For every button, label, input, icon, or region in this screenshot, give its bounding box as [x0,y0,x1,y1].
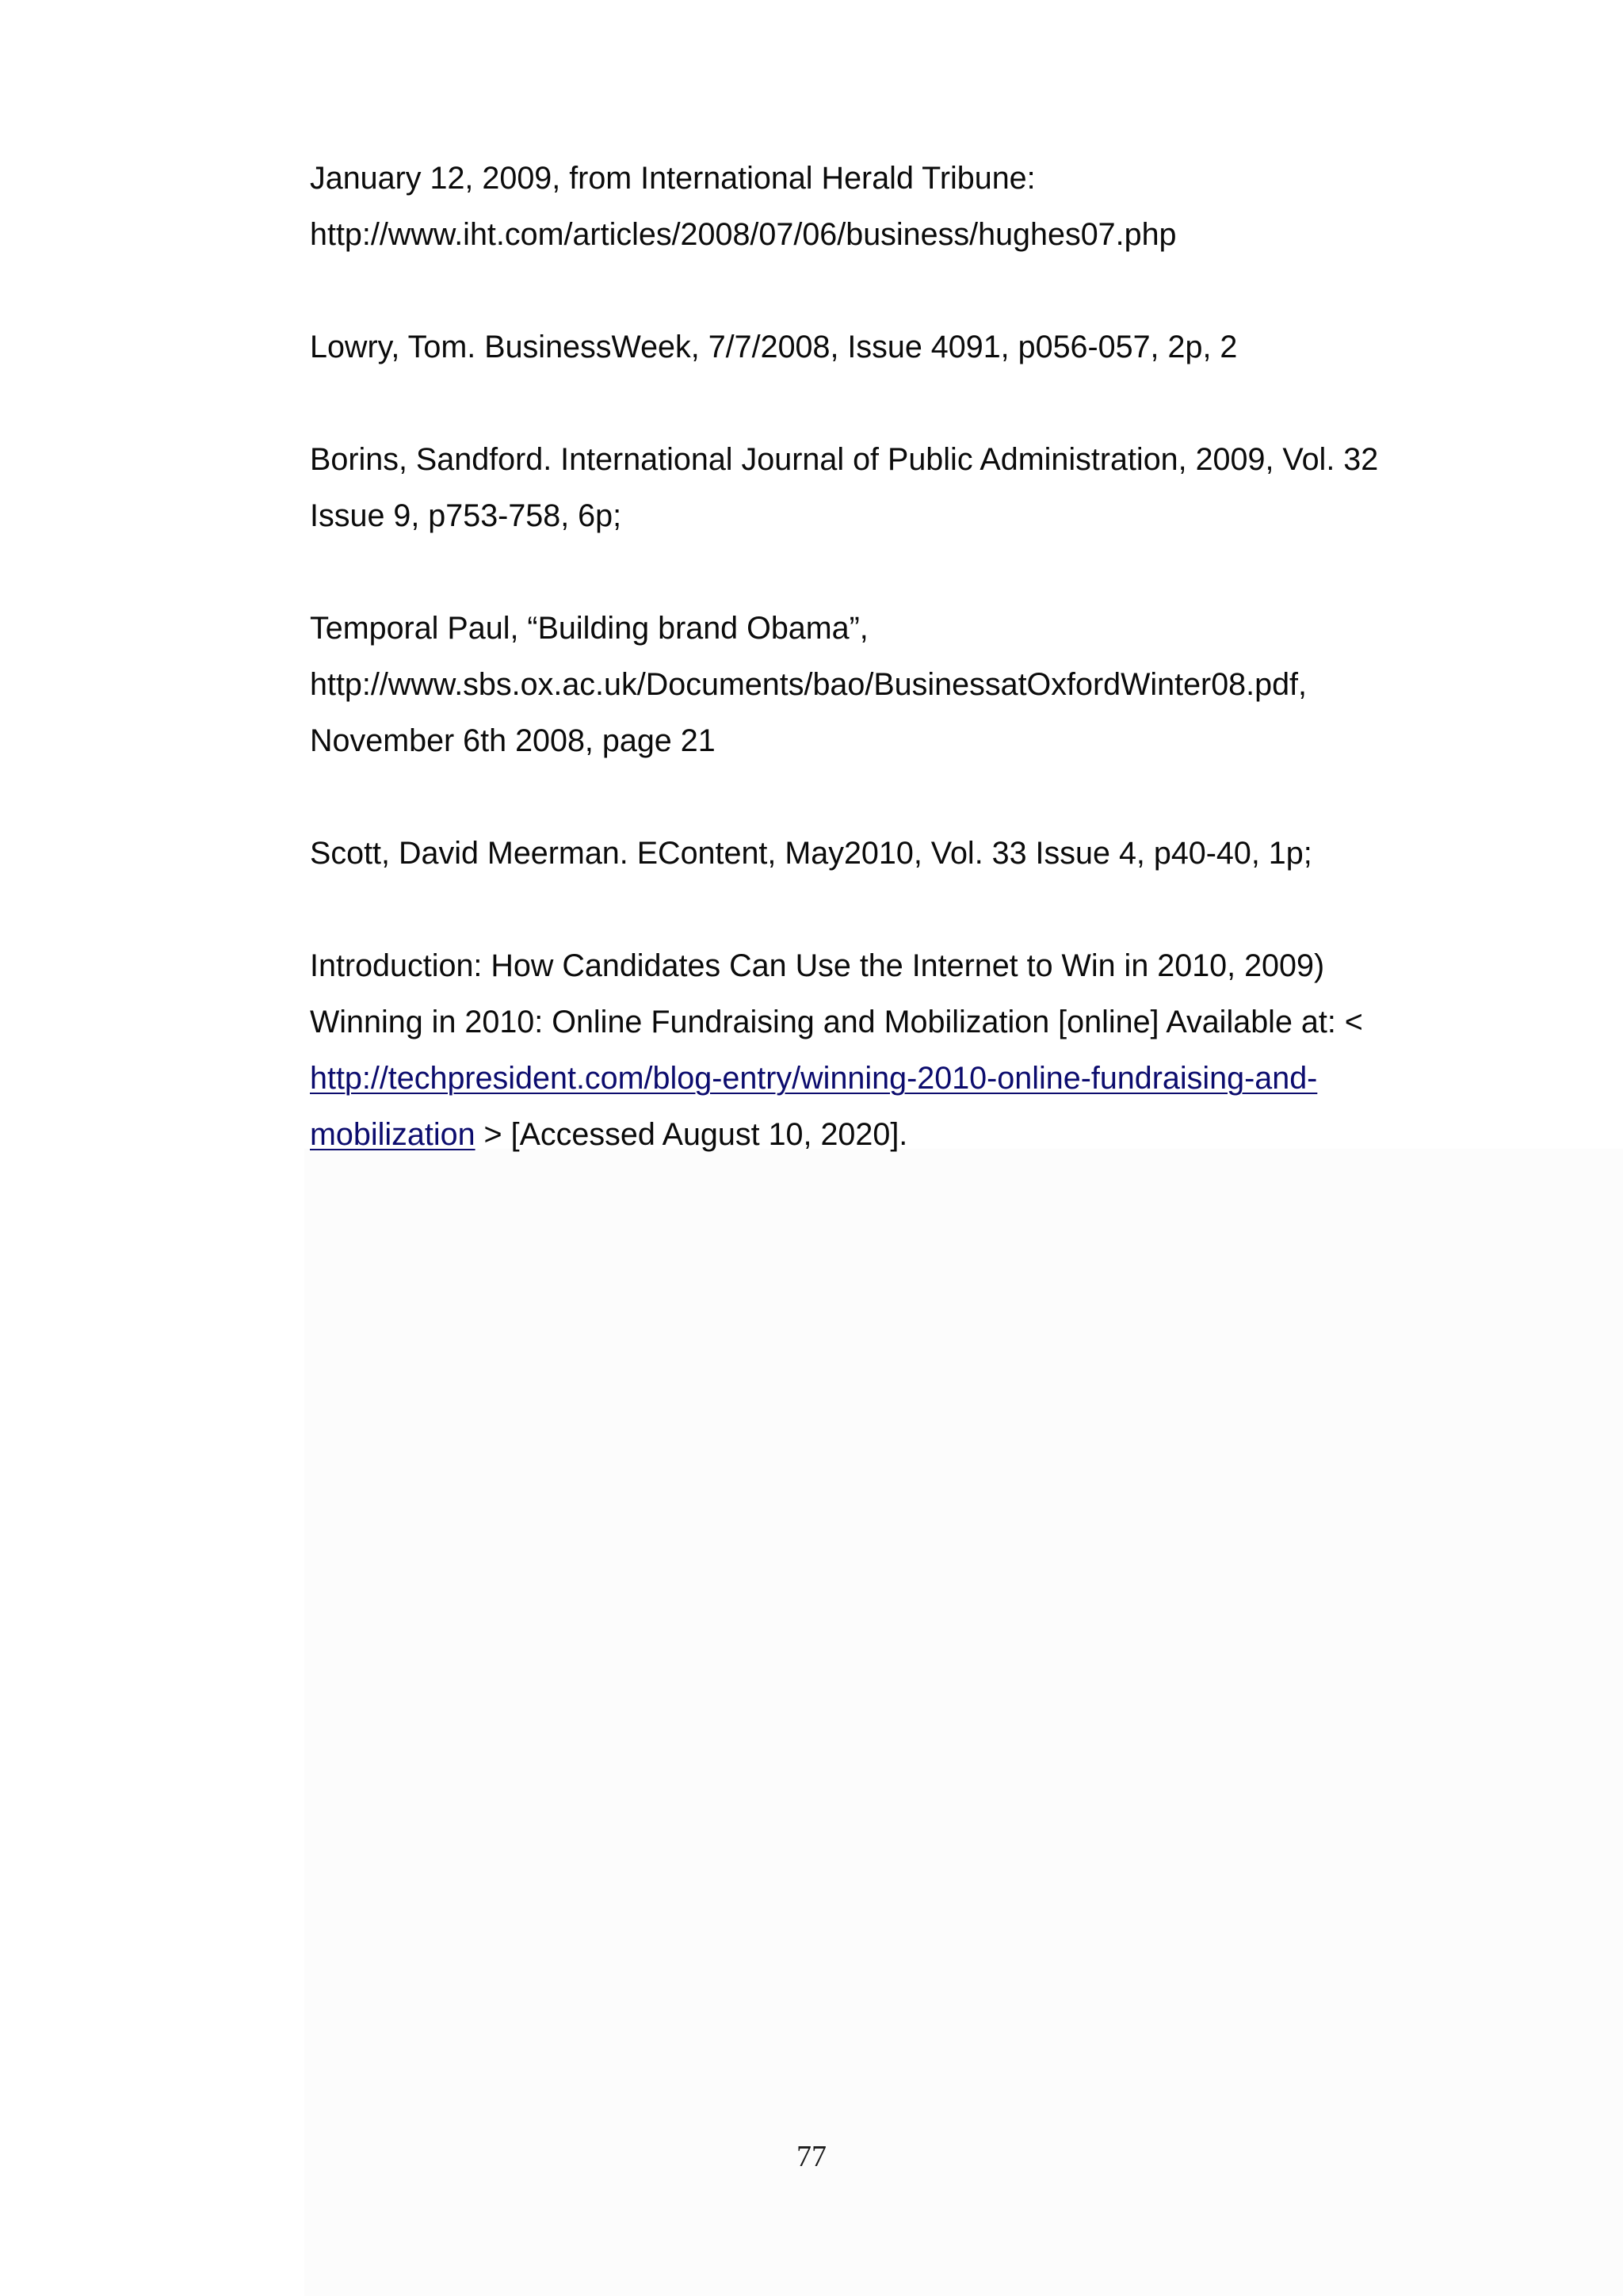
reference-line: http://www.sbs.ox.ac.uk/Documents/bao/BusinessatOxfordWinter08.pdf, [310,667,1308,702]
reference-entry [310,432,1451,544]
reference-entry [310,601,1451,769]
reference-entry [310,938,1451,1163]
techpresident-link[interactable]: http://techpresident.com/blog-entry/winning-2010-online-fundraising-and- [310,1061,1318,1096]
reference-entry [310,826,1451,882]
reference-line: http://www.iht.com/articles/2008/07/06/business/hughes07.php [310,217,1177,252]
reference-entry [310,151,1451,263]
reference-list [310,151,1451,1219]
reference-line: Winning in 2010: Online Fundraising and Mobilization [online] Available at: < [310,1005,1363,1039]
reference-link-line [310,1107,1451,1163]
reference-line: Scott, David Meerman. EContent, May2010, Vol. 33 Issue 4, p40-40, 1p; [310,836,1312,871]
page-number: 77 [796,2140,827,2173]
reference-line: January 12, 2009, from International Herald Tribune: [310,161,1036,196]
reference-line: November 6th 2008, page 21 [310,723,716,758]
reference-line: Issue 9, p753-758, 6p; [310,498,622,533]
reference-line: Temporal Paul, “Building brand Obama”, [310,611,869,646]
reference-line: Introduction: How Candidates Can Use the Internet to Win in 2010, 2009) [310,948,1325,983]
accessed-date-text: > [Accessed August 10, 2020]. [475,1117,908,1152]
reference-line: Borins, Sandford. International Journal of Public Administration, 2009, Vol. 32 [310,442,1379,477]
techpresident-link-continued[interactable]: mobilization [310,1117,475,1152]
reference-entry [310,319,1451,376]
reference-link-line [310,1051,1451,1107]
scan-shade [304,1149,1623,2296]
reference-line: Lowry, Tom. BusinessWeek, 7/7/2008, Issue 4091, p056-057, 2p, 2 [310,330,1238,364]
